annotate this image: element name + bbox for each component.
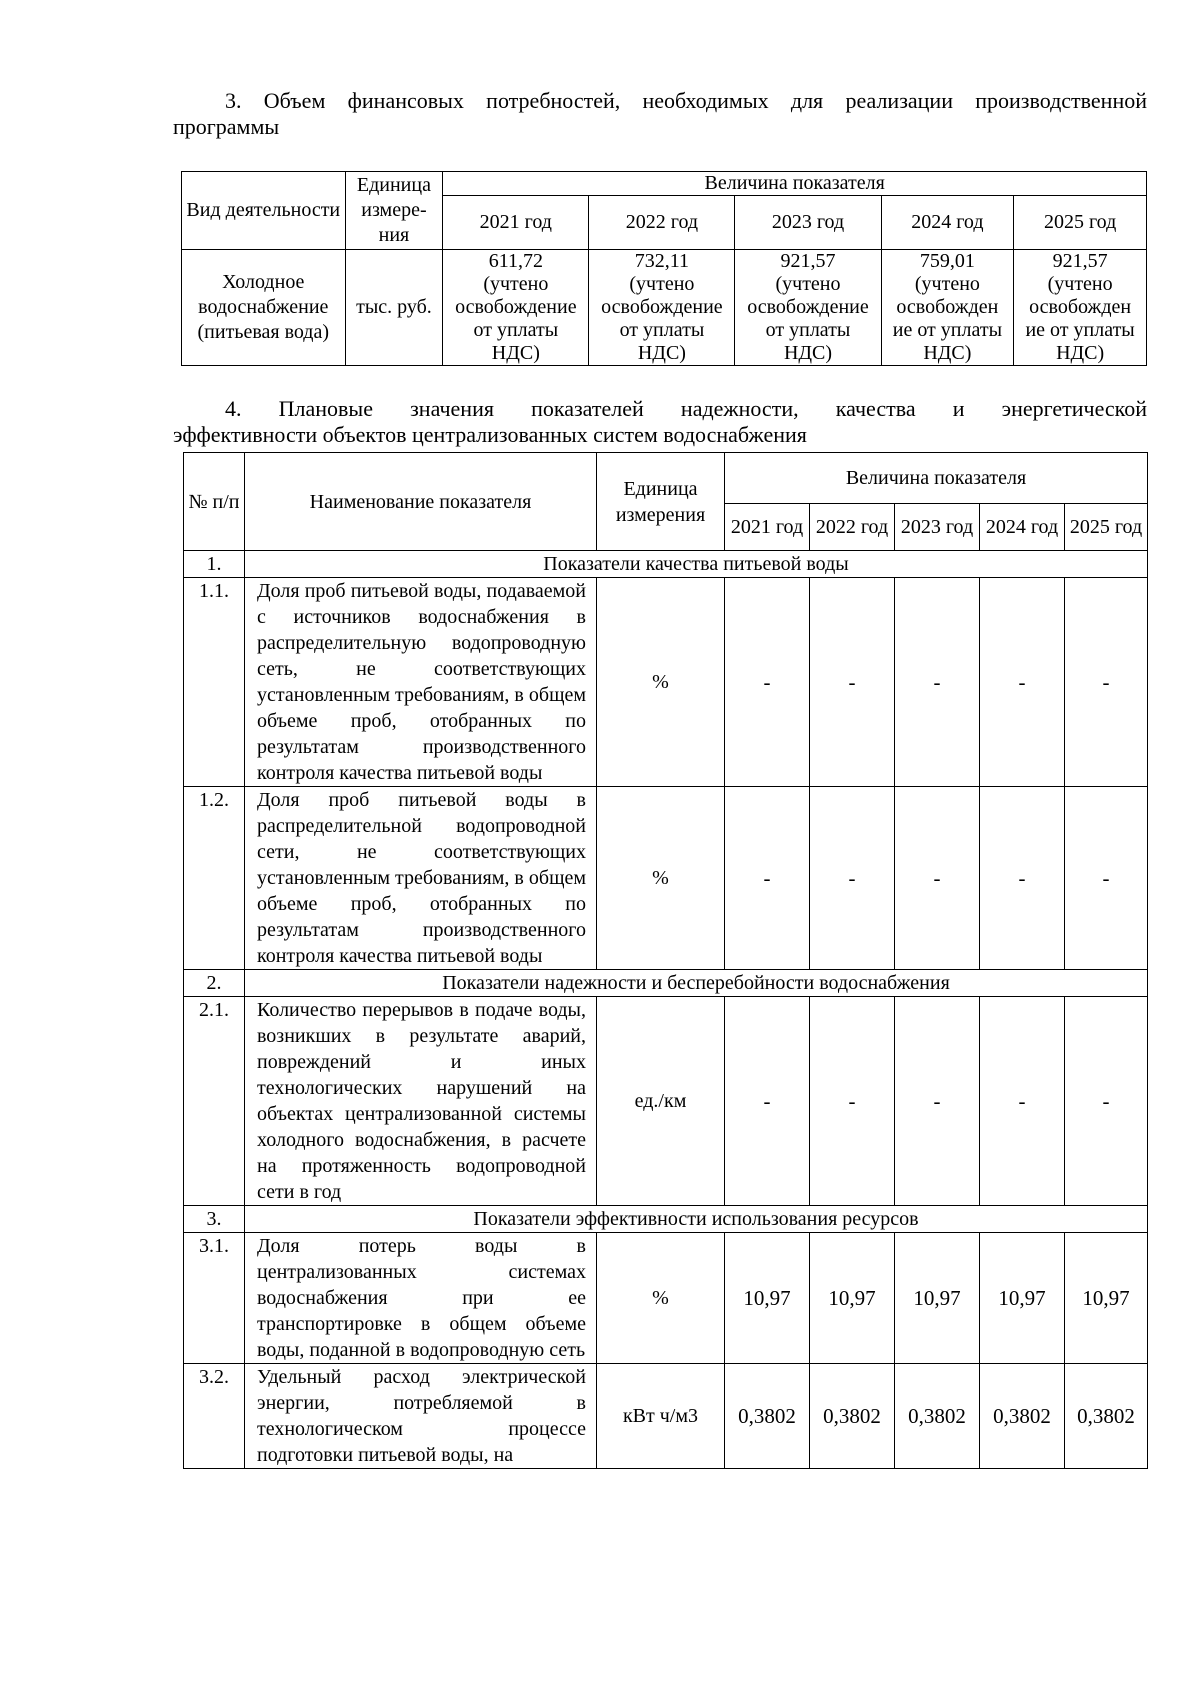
header-year-2023: 2023 год [895,504,980,551]
row-value-2025: - [1065,578,1148,787]
row-unit: ед./км [597,997,725,1206]
row-num: 1.1. [184,578,245,787]
row-value-2023: 10,97 [895,1233,980,1364]
row-value-2022: 0,3802 [810,1364,895,1469]
row-value-2022: 10,97 [810,1233,895,1364]
row-name: Количество перерывов в подаче воды, возникших в результате аварий, повреждений и иных технологических нарушений на объектах централизованной системы холодного водоснабжения, в расчете на протяженность водопроводной сети в год [245,997,597,1206]
section-row [184,970,1148,997]
table-row [184,1233,1148,1364]
row-name: Доля проб питьевой воды, подаваемой с источников водоснабжения в распределительную водопроводную сеть, не соответствующих установленным требованиям, в общем объеме проб, отобранных по результатам производственного контроля качества питьевой воды [245,578,597,787]
header-value: Величина показателя [443,172,1147,196]
value-2023: 921,57 (учтено освобождение от уплаты НДС) [735,250,881,366]
table-row [184,578,1148,787]
row-value-2022: - [810,578,895,787]
row-unit: кВт ч/м3 [597,1364,725,1469]
value-2024: 759,01 (учтено освобожден ие от уплаты НДС) [881,250,1014,366]
row-activity: Холодное водоснабжение (питьевая вода) [182,250,346,366]
row-name: Удельный расход электрической энергии, потребляемой в технологическом процессе подготовки питьевой воды, на [245,1364,597,1469]
table-row [184,787,1148,970]
row-value-2021: - [725,997,810,1206]
header-year-2022: 2022 год [589,196,735,250]
table-row [184,1364,1148,1469]
table-header-row [182,172,1147,196]
row-name: Доля потерь воды в централизованных системах водоснабжения при ее транспортировке в общем объеме воды, поданной в водопроводную сеть [245,1233,597,1364]
row-name: Доля проб питьевой воды в распределительной водопроводной сети, не соответствующих установленным требованиям, в общем объеме проб, отобранных по результатам производственного контроля качества питьевой воды [245,787,597,970]
section-title: Показатели качества питьевой воды [245,551,1148,578]
header-year-2022: 2022 год [810,504,895,551]
value-2021: 611,72 (учтено освобождение от уплаты НДС) [443,250,589,366]
section-num: 2. [184,970,245,997]
header-year-2023: 2023 год [735,196,881,250]
row-value-2022: - [810,997,895,1206]
section-title: Показатели надежности и бесперебойности водоснабжения [245,970,1148,997]
row-value-2022: - [810,787,895,970]
row-value-2023: - [895,578,980,787]
row-value-2024: - [980,787,1065,970]
header-year-2025: 2025 год [1065,504,1148,551]
header-num: № п/п [184,453,245,551]
row-value-2024: 0,3802 [980,1364,1065,1469]
header-unit: Единица измере-ния [345,172,443,250]
value-2022: 732,11 (учтено освобождение от уплаты НДС) [589,250,735,366]
header-activity: Вид деятельности [182,172,346,250]
section-4-line-1: 4. Плановые значения показателей надежности, качества и энергетической [225,396,1147,421]
row-num: 3.1. [184,1233,245,1364]
row-value-2024: 10,97 [980,1233,1065,1364]
row-value-2024: - [980,997,1065,1206]
section-row [184,551,1148,578]
financial-needs-table [181,171,1147,366]
row-num: 3.2. [184,1364,245,1469]
row-unit: % [597,787,725,970]
row-value-2023: 0,3802 [895,1364,980,1469]
row-value-2021: - [725,787,810,970]
row-value-2025: - [1065,997,1148,1206]
section-num: 1. [184,551,245,578]
section-title: Показатели эффективности использования ресурсов [245,1206,1148,1233]
row-unit: % [597,578,725,787]
row-num: 1.2. [184,787,245,970]
row-value-2023: - [895,787,980,970]
row-num: 2.1. [184,997,245,1206]
header-year-2024: 2024 год [980,504,1065,551]
row-value-2025: - [1065,787,1148,970]
value-2025: 921,57 (учтено освобожден ие от уплаты НДС) [1014,250,1147,366]
header-year-2021: 2021 год [725,504,810,551]
row-unit: % [597,1233,725,1364]
section-3-heading [173,88,1147,140]
table-row [184,997,1148,1206]
indicators-table [183,452,1148,1469]
header-year-2024: 2024 год [881,196,1014,250]
section-3-line-2: программы [173,114,280,139]
row-value-2025: 0,3802 [1065,1364,1148,1469]
section-4-heading [173,396,1147,448]
section-row [184,1206,1148,1233]
row-value-2023: - [895,997,980,1206]
header-unit: Единица измерения [597,453,725,551]
header-year-2025: 2025 год [1014,196,1147,250]
header-year-2021: 2021 год [443,196,589,250]
table-row [182,250,1147,366]
row-value-2025: 10,97 [1065,1233,1148,1364]
row-unit: тыс. руб. [345,250,443,366]
row-value-2021: 10,97 [725,1233,810,1364]
row-value-2024: - [980,578,1065,787]
row-value-2021: - [725,578,810,787]
row-value-2021: 0,3802 [725,1364,810,1469]
header-name: Наименование показателя [245,453,597,551]
header-value: Величина показателя [725,453,1148,504]
table-header-row [184,453,1148,504]
section-num: 3. [184,1206,245,1233]
section-4-line-2: эффективности объектов централизованных систем водоснабжения [173,422,807,447]
section-3-line-1: 3. Объем финансовых потребностей, необходимых для реализации производственной [225,88,1147,113]
